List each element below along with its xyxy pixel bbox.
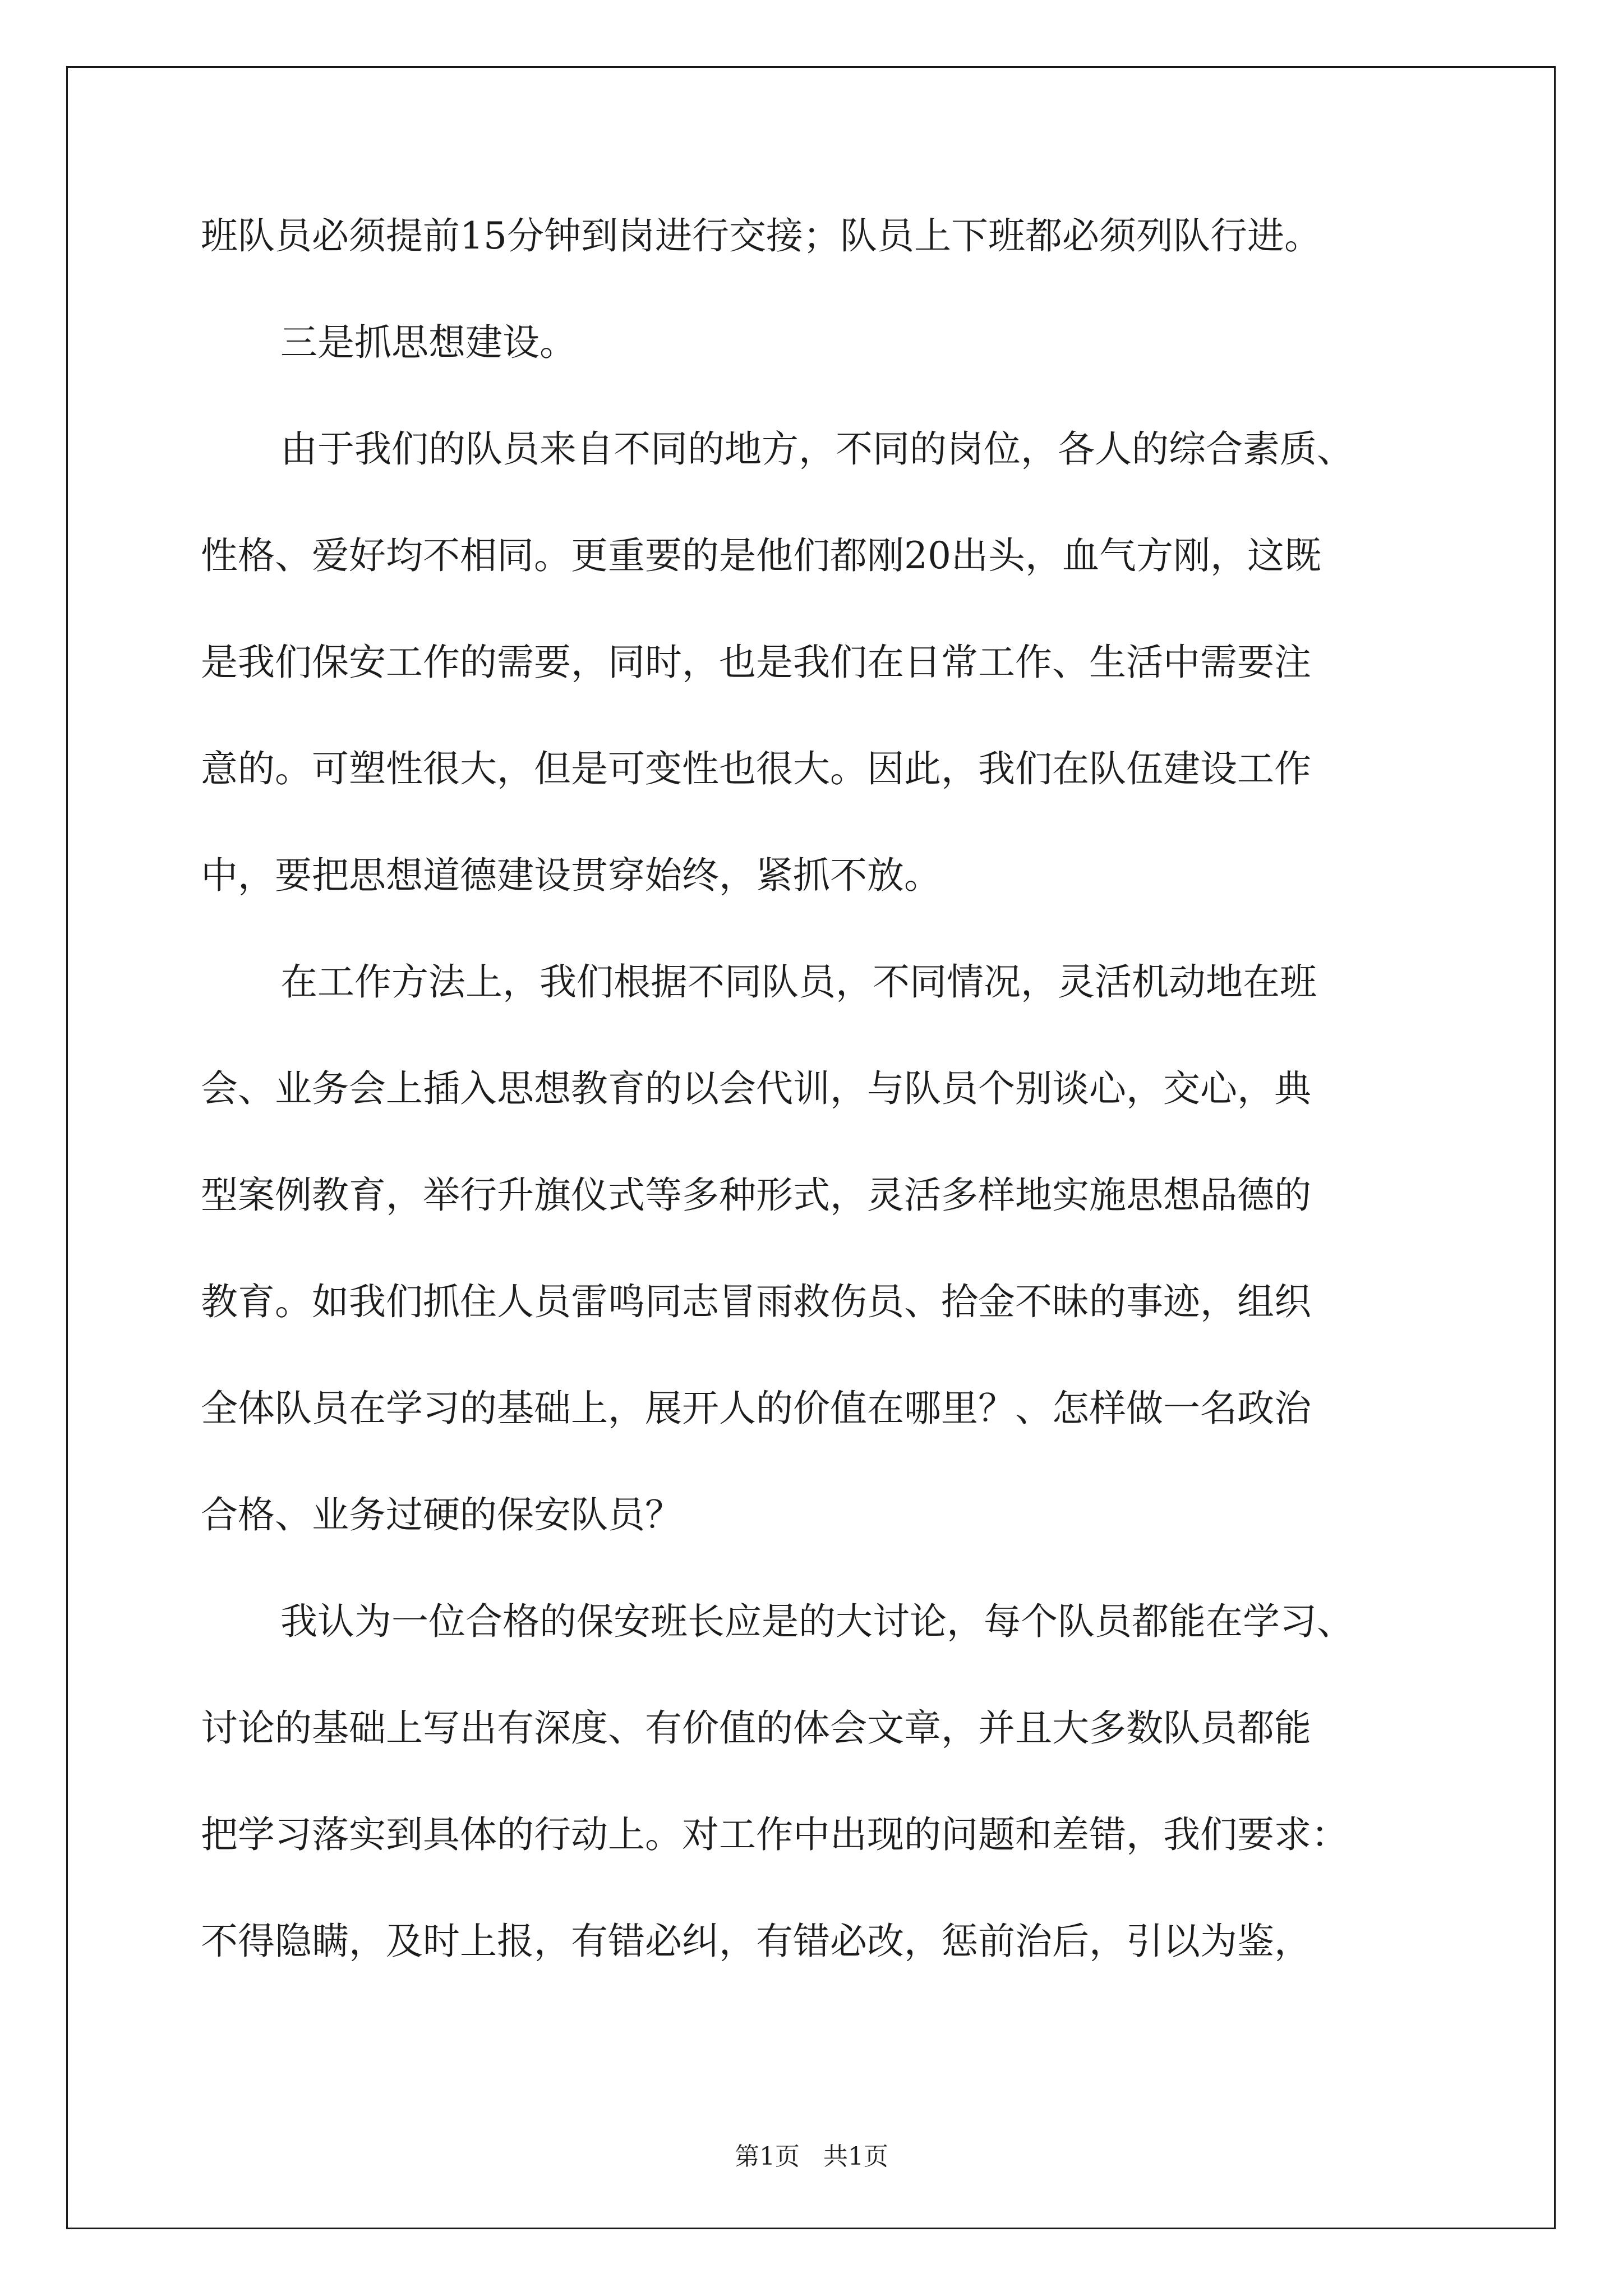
body-text-line: 型案例教育，举行升旗仪式等多种形式，灵活多样地实施思想品德的 [201, 1174, 1311, 1217]
body-text-line: 性格、爱好均不相同。更重要的是他们都刚20出头，血气方刚，这既 [201, 534, 1321, 577]
body-text-line: 班队员必须提前15分钟到岗进行交接；队员上下班都必须列队行进。 [201, 214, 1321, 257]
body-text-line: 在工作方法上，我们根据不同队员，不同情况，灵活机动地在班 [280, 960, 1317, 1004]
body-text-line: 会、业务会上插入思想教育的以会代训，与队员个别谈心，交心，典 [201, 1067, 1311, 1110]
page-border [66, 66, 1556, 2229]
body-text-line: 中，要把思想道德建设贯穿始终，紧抓不放。 [201, 854, 941, 897]
body-text-line: 意的。可塑性很大，但是可变性也很大。因此，我们在队伍建设工作 [201, 747, 1311, 790]
page-footer: 第1页 共1页 [735, 2142, 888, 2171]
body-text-line: 不得隐瞒，及时上报，有错必纠，有错必改，惩前治后，引以为鉴， [201, 1920, 1311, 1963]
body-text-line: 合格、业务过硬的保安队员？ [201, 1493, 682, 1536]
body-text-line: 教育。如我们抓住人员雷鸣同志冒雨救伤员、拾金不昧的事迹，组织 [201, 1280, 1311, 1323]
body-text-line: 三是抓思想建设。 [280, 321, 577, 364]
body-text-line: 我认为一位合格的保安班长应是的大讨论，每个队员都能在学习、 [280, 1600, 1354, 1643]
body-text-line: 是我们保安工作的需要，同时，也是我们在日常工作、生活中需要注 [201, 641, 1311, 684]
body-text-line: 由于我们的队员来自不同的地方，不同的岗位，各人的综合素质、 [280, 427, 1354, 471]
body-text-line: 把学习落实到具体的行动上。对工作中出现的问题和差错，我们要求： [201, 1813, 1348, 1856]
body-text-line: 讨论的基础上写出有深度、有价值的体会文章，并且大多数队员都能 [201, 1706, 1311, 1750]
body-text-line: 全体队员在学习的基础上，展开人的价值在哪里？、怎样做一名政治 [201, 1387, 1311, 1430]
